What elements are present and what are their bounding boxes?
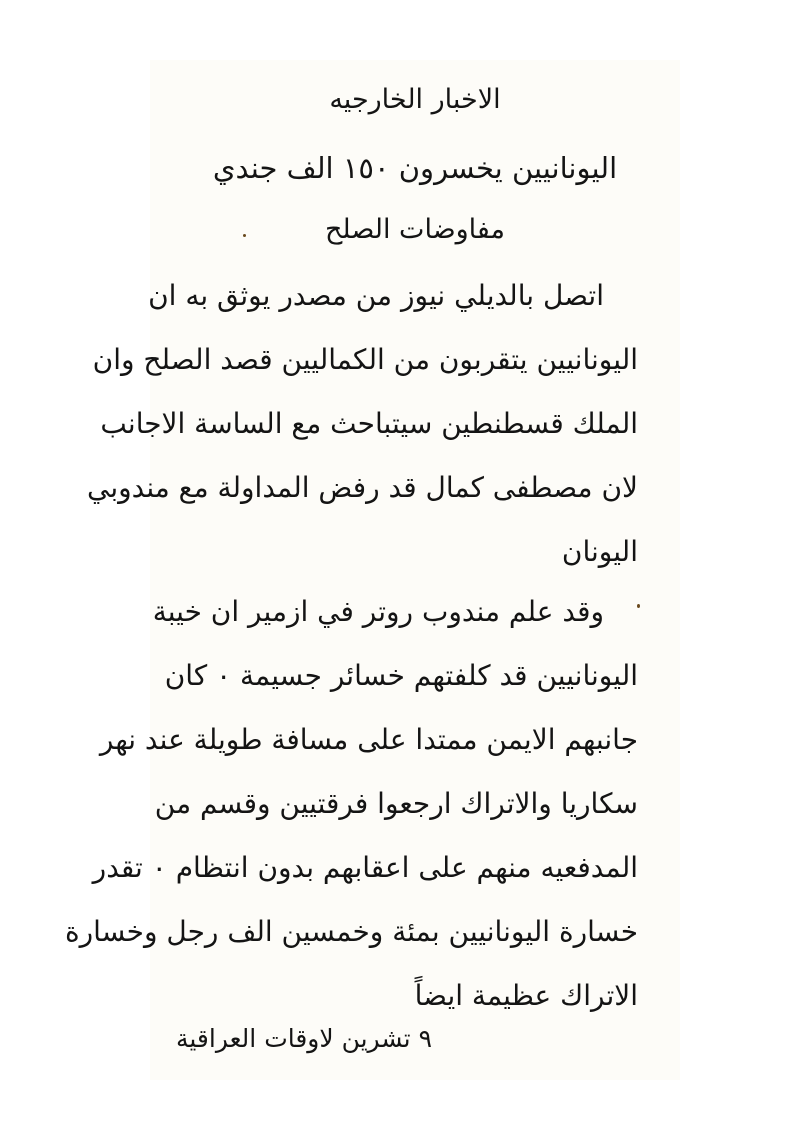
headline: اليونانيين يخسرون ١٥٠ الف جندي xyxy=(212,151,618,185)
paragraph-2 xyxy=(64,580,638,1028)
paragraph-line: اتصل بالديلي نيوز من مصدر يوثق به ان xyxy=(148,279,604,312)
section-title: الاخبار الخارجيه xyxy=(329,84,501,115)
ink-speck xyxy=(637,604,640,608)
paragraph-line: الملك قسطنطين سيتباحث مع الساسة الاجانب xyxy=(100,407,638,440)
paragraph-line: المدفعيه منهم على اعقابهم بدون انتظام ٠ تقدر xyxy=(92,851,638,884)
paragraph-1 xyxy=(86,264,638,584)
source-line: ٩ تشرين لاوقات العراقية xyxy=(175,1024,432,1053)
paragraph-line: خسارة اليونانيين بمئة وخمسين الف رجل وخسارة xyxy=(64,915,638,948)
subheadline: مفاوضات الصلح xyxy=(324,214,506,245)
paragraph-line: وقد علم مندوب روتر في ازمير ان خيبة xyxy=(152,595,604,628)
paragraph-line: سكاريا والاتراك ارجعوا فرقتيين وقسم من xyxy=(154,787,638,820)
paragraph-line: جانبهم الايمن ممتدا على مسافة طويلة عند نهر xyxy=(99,723,638,756)
ink-speck xyxy=(243,234,246,237)
paragraph-line: لان مصطفى كمال قد رفض المداولة مع مندوبي xyxy=(86,471,638,504)
paragraph-line: الاتراك عظيمة ايضاً xyxy=(414,979,638,1012)
paragraph-line: اليونان xyxy=(561,535,638,568)
paragraph-line: اليونانيين يتقربون من الكماليين قصد الصلح وان xyxy=(92,343,638,376)
paragraph-line: اليونانيين قد كلفتهم خسائر جسيمة ٠ كان xyxy=(164,659,638,692)
